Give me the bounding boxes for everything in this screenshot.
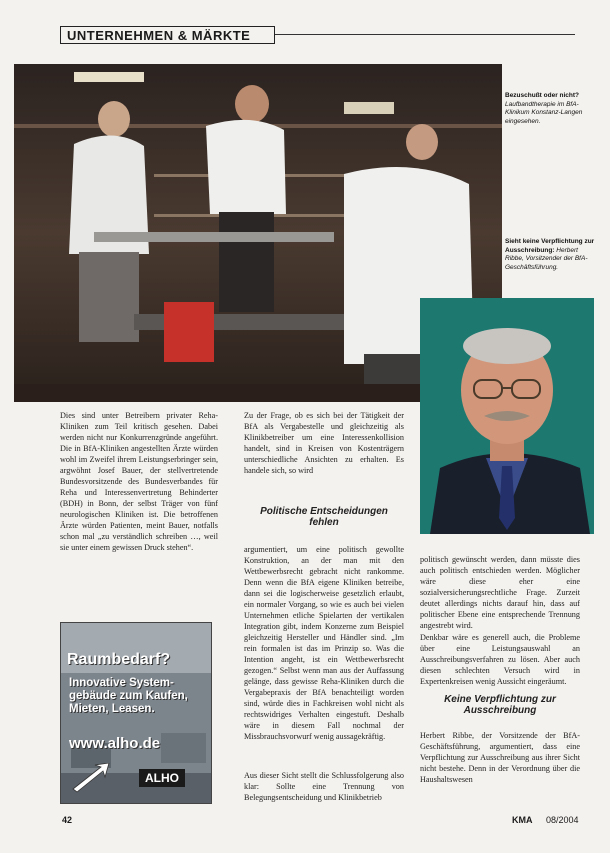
article-column-3-top: politisch gewünscht werden, dann müsste dies auch politisch entschieden werden. Möglicher wäre diese eher eine sozialversicherungsrechtliche Frage. Zurzeit deutet allerdings nichts darauf hin, dass auf politischer Ebene eine entsprechende Trennung angestrebt wird. bbox=[420, 555, 580, 630]
magazine-name: KMA bbox=[512, 815, 533, 825]
portrait-photo bbox=[420, 298, 594, 534]
ad-url-link[interactable]: www.alho.de bbox=[69, 735, 161, 752]
issue-number: 08/2004 bbox=[546, 815, 579, 825]
portrait-caption-title: Sieht keine Verpflichtung zur Ausschreibung: bbox=[505, 238, 595, 254]
page-number: 42 bbox=[62, 815, 73, 825]
main-photo-caption bbox=[505, 92, 597, 126]
subhead-keine-verpflichtung: Keine Verpflichtung zur Ausschreibung bbox=[444, 694, 556, 716]
main-caption-text: Laufbandtherapie im BfA-Klinikum Konstanz-Langen eingesehen. bbox=[505, 100, 583, 125]
ad-title: Raumbedarf? bbox=[67, 651, 171, 668]
portrait-caption bbox=[505, 238, 597, 272]
article-column-2-body: argumentiert, um eine politisch gewollte Konstruktion, an der man mit den Wettbewerbsrecht gebracht nicht rankomme. Denn wenn die BfA eigene Kliniken betreibe, dann sei die logischerweise gesetzlich erlaubt, ein normaler Vorgang, so wie es auch bei vielen Unternehmen etliche Spielarten der vertikalen Integration gibt, indem Konzerne zum Beispiel gleichzeitig Hersteller und Händler sind. „Im rein formalen ist das im Prinzip so. Was die Intention angeht, ist ein Wettbewerbsrecht gezogen.“ Selbst wenn man aus der Auffassung gelänge, dass gewisse Reha-Kliniken durch die Vergabepraxis der BfA benachteiligt worden sind, würde dies in Fachkreisen wohl nicht als rechtswidriges Verhalten eingestuft. Deshalb wäre in diesem Fall nochmal der Missbrauchsvorwurf wenig aussagekräftig. bbox=[244, 545, 404, 741]
ad-line-3: Mieten, Leasen. bbox=[69, 703, 155, 715]
ad-line-2: gebäude zum Kaufen, bbox=[69, 690, 188, 702]
alho-advertisement[interactable] bbox=[60, 622, 212, 804]
article-column-2-top: Zu der Frage, ob es sich bei der Tätigkeit der BfA als Vergabestelle und gleichzeitig als Klinikbetreiber um eine Interessenkollision handelt, sind in Kreisen von Kostenträgern unterschiedliche Ansichten zu erhalten. Es handele sich, so wird bbox=[244, 411, 404, 475]
article-column-1: Dies sind unter Betreibern privater Reha-Kliniken zum Teil kritisch gesehen. Dabei werden nicht nur Konkurrenzgründe angeführt. Die in BfA-Kliniken angestellten Ärzte würden wohl im Zweifel ihrem Leistungserbringer sein, argwöhnt Josef Bauer, der stellvertretende Bundesvorsitzende des Bundesverbandes für Reha und Interessenvertretung Behinderter (BDH) in Bonn, der selbst Träger von fünf neurologischen Kliniken ist. Die betroffenen Ärzte würden Patienten, meint Bauer, notfalls schon mal „zu verständlich schreiben …, weil sie unter einem gewissen Druck stehen“. bbox=[60, 411, 218, 552]
main-caption-title: Bezuschußt oder nicht? bbox=[505, 92, 580, 99]
header-rule bbox=[275, 34, 575, 35]
subhead-politische: Politische Entscheidungen fehlen bbox=[260, 506, 388, 528]
alho-logo: ALHO bbox=[139, 769, 185, 787]
section-header: UNTERNEHMEN & MÄRKTE bbox=[60, 26, 275, 44]
portrait-caption-text: Herbert Ribbe, Vorsitzender der BfA-Geschäftsführung. bbox=[505, 246, 588, 271]
article-column-2-end: Aus dieser Sicht stellt die Schlussfolgerung also klar: Sollte eine Trennung von Belegungsentscheidung und Klinikbetrieb bbox=[244, 771, 404, 802]
article-column-3-end: Herbert Ribbe, der Vorsitzende der BfA-Geschäftsführung, argumentiert, dass eine Verpflichtung zur Ausschreibung aus ihrer Sicht nicht bestehe. Denn in der Verordnung über die Haushaltswesen bbox=[420, 731, 580, 784]
article-column-3-mid: Denkbar wäre es generell auch, die Probleme über eine Leistungsauswahl an Ausschreibungsverfahren zu lösen. Aber auch diesen schlechten Versuch wird in Expertenkreisen wenig Aussicht eingeräumt. bbox=[420, 633, 580, 686]
ad-line-1: Innovative System- bbox=[69, 677, 174, 689]
arrow-icon bbox=[71, 763, 111, 793]
